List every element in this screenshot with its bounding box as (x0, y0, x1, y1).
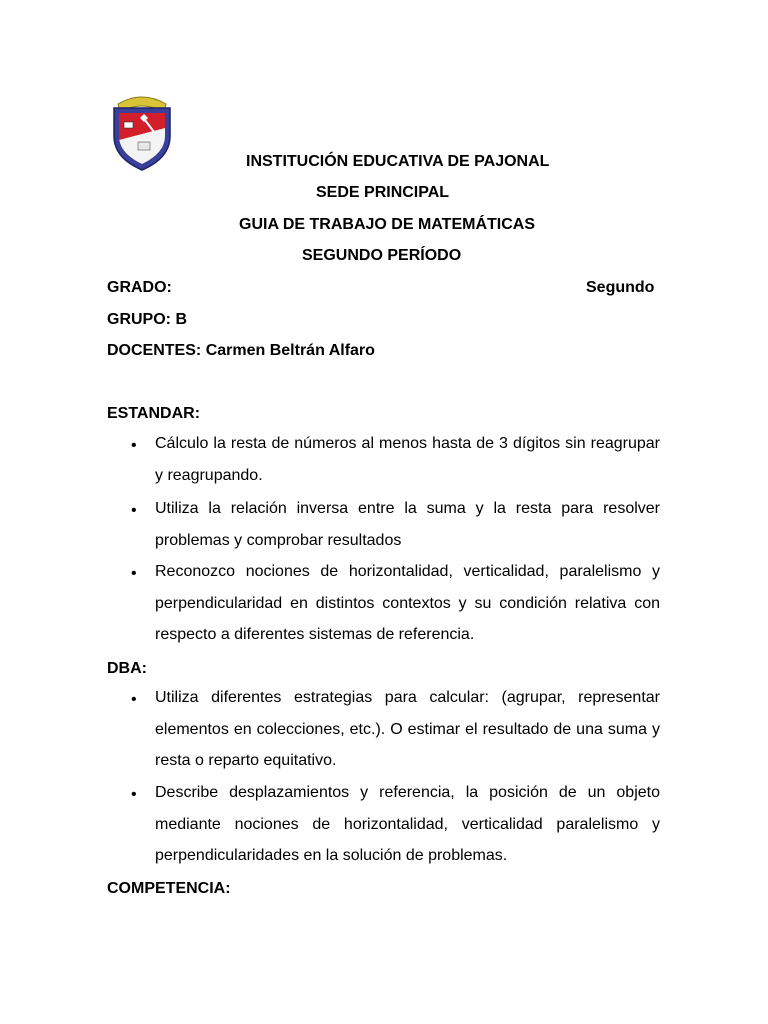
bullet-icon: • (131, 786, 137, 803)
dba-item-2: Describe desplazamientos y referencia, la posición de un objeto mediante nociones de horizontalidad, verticalidad paralelismo y perpendicularidades en la solución de problemas. (155, 784, 660, 864)
bullet-icon: • (131, 437, 137, 454)
group-label: GRUPO: B (107, 311, 187, 328)
dba-item-1: Utiliza diferentes estrategias para calcular: (agrupar, representar elementos en colecciones, etc.). O estimar el resultado de una suma y resta o reparto equitativo. (155, 689, 660, 769)
bullet-icon: • (131, 691, 137, 708)
estandar-heading: ESTANDAR: (107, 405, 201, 422)
estandar-item-1: Cálculo la resta de números al menos hasta de 3 dígitos sin reagrupar y reagrupando. (155, 435, 660, 484)
campus-title: SEDE PRINCIPAL (316, 184, 450, 201)
estandar-item-2: Utiliza la relación inversa entre la suma y la resta para resolver problemas y comprobar resultados (155, 500, 660, 549)
teachers-value: Carmen Beltrán Alfaro (205, 342, 375, 359)
bullet-icon: • (131, 565, 137, 582)
estandar-item-3: Reconozco nociones de horizontalidad, verticalidad, paralelismo y perpendicularidad en distintos contextos y su condición relativa con respecto a diferentes sistemas de referencia. (155, 563, 660, 643)
teachers-line (107, 341, 375, 361)
period-title: SEGUNDO PERÍODO (302, 247, 462, 264)
dba-heading: DBA: (107, 660, 147, 677)
school-crest-logo (108, 92, 176, 172)
grade-label: GRADO: (107, 279, 172, 296)
competencia-heading: COMPETENCIA: (107, 880, 231, 897)
bullet-icon: • (131, 502, 137, 519)
teachers-label: DOCENTES: (107, 342, 202, 359)
institution-title: INSTITUCIÓN EDUCATIVA DE PAJONAL (246, 153, 550, 170)
grade-value: Segundo (586, 279, 655, 296)
guide-title: GUIA DE TRABAJO DE MATEMÁTICAS (239, 216, 535, 233)
